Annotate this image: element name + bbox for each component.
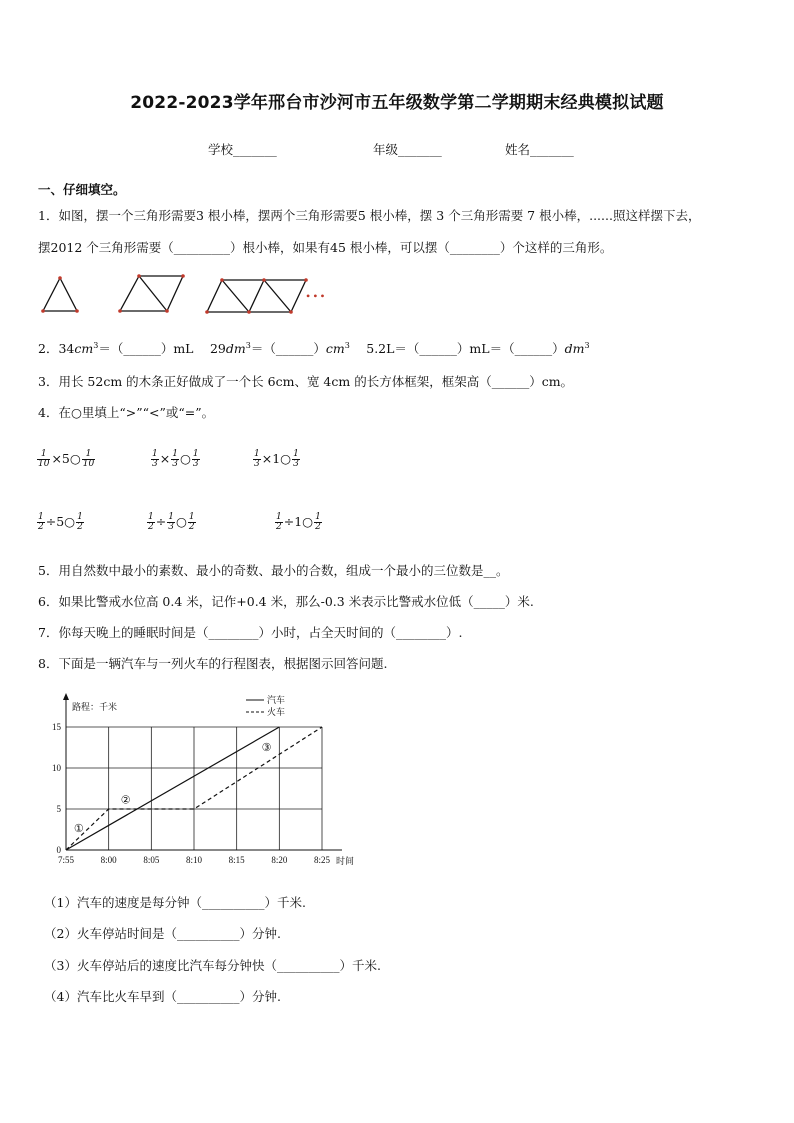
legend-label: 火车 — [267, 707, 286, 717]
compare-item-4: $\frac{1}{2}$ ÷5○ $\frac{1}{2}$ — [38, 512, 83, 532]
question-8-sub-2: （2）火车停站时间是（__________）分钟. — [44, 926, 281, 941]
continuation-dots: • • • — [306, 289, 325, 303]
grade-field: 年级_______ — [373, 142, 442, 157]
x-axis-label: 时间 — [336, 856, 355, 866]
question-2: 2．$34cm^3=(\_\_\_\_\_\_)mL$ $29dm^3=(\_\_\_\_\_\_)cm^3$ $5.2L=(\_\_\_\_\_\_)mL=(\_\_\_\_\_\_)dm^3$ — [38, 341, 590, 357]
page-title: 2022-2023学年邢台市沙河市五年级数学第二学期期末经典模拟试题 — [130, 93, 664, 113]
compare-item-3: $\frac{1}{3}$ ×1○ $\frac{1}{3}$ — [254, 449, 299, 469]
question-8-sub-3: （3）火车停站后的速度比汽车每分钟快（__________）千米. — [44, 958, 381, 973]
single-triangle — [43, 278, 77, 311]
question-8: 8．下面是一辆汽车与一列火车的行程图表，根据图示回答问题. — [38, 656, 388, 671]
question-5: 5．用自然数中最小的素数、最小的奇数、最小的合数，组成一个最小的三位数是__。 — [38, 563, 509, 578]
compare-item-1: $\frac{1}{10}$ ×5○ $\frac{1}{10}$ — [38, 449, 95, 469]
section-heading: 一、仔细填空。 — [38, 182, 126, 197]
y-axis-label: 路程：千米 — [72, 702, 118, 712]
question-3: 3．用长 52cm 的木条正好做成了一个长 6cm、宽 4cm 的长方体框架，框架高（______）cm。 — [38, 374, 574, 389]
x-tick-label: 8:00 — [100, 855, 117, 865]
annotation-marker: ① — [73, 822, 84, 835]
question-6: 6．如果比警戒水位高 0.4 米，记作+0.4 米，那么-0.3 米表示比警戒水位低（_____）米. — [38, 594, 534, 609]
question-1-line-2: 摆2012 个三角形需要（_________）根小棒，如果有45 根小棒，可以摆（________）个这样的三角形。 — [38, 240, 613, 255]
question-8-sub-4: （4）汽车比火车早到（__________）分钟. — [44, 989, 281, 1004]
y-axis-arrow — [63, 693, 69, 700]
name-field: 姓名_______ — [505, 142, 574, 157]
question-4: 4．在○里填上“>”“<”或“=”。 — [38, 405, 215, 420]
car-line — [66, 727, 279, 850]
question-8-sub-1: （1）汽车的速度是每分钟（__________）千米. — [44, 895, 306, 910]
annotation-marker: ③ — [261, 741, 272, 754]
two-triangles — [120, 276, 183, 311]
y-tick-label: 5 — [56, 804, 61, 814]
x-tick-label: 7:55 — [57, 855, 75, 865]
y-tick-label: 0 — [56, 845, 61, 855]
y-tick-label: 10 — [52, 763, 61, 773]
school-field: 学校_______ — [208, 142, 277, 157]
annotation-marker: ② — [120, 794, 131, 807]
compare-item-2: $\frac{1}{3}$ × $\frac{1}{3}$ ○ $\frac{1}{3}$ — [152, 449, 199, 469]
triangles-figure — [36, 270, 346, 320]
legend-label: 汽车 — [267, 695, 286, 705]
x-tick-label: 8:20 — [271, 855, 288, 865]
x-tick-label: 8:10 — [185, 855, 203, 865]
travel-chart — [30, 688, 355, 874]
x-tick-label: 8:25 — [313, 855, 331, 865]
question-7: 7．你每天晚上的睡眠时间是（________）小时，占全天时间的（________）. — [38, 625, 463, 640]
x-tick-label: 8:15 — [228, 855, 245, 865]
compare-item-5: $\frac{1}{2}$ ÷ $\frac{1}{3}$ ○ $\frac{1}{2}$ — [148, 512, 195, 532]
compare-item-6: $\frac{1}{2}$ ÷1○ $\frac{1}{2}$ — [276, 512, 321, 532]
y-tick-label: 15 — [52, 722, 61, 732]
chart-grid — [66, 727, 322, 850]
question-1-line-1: 1．如图，摆一个三角形需要3 根小棒，摆两个三角形需要5 根小棒，摆 3 个三角形需要 7 根小棒，......照这样摆下去， — [38, 208, 701, 223]
x-tick-label: 8:05 — [143, 855, 160, 865]
chart-labels — [52, 694, 354, 866]
